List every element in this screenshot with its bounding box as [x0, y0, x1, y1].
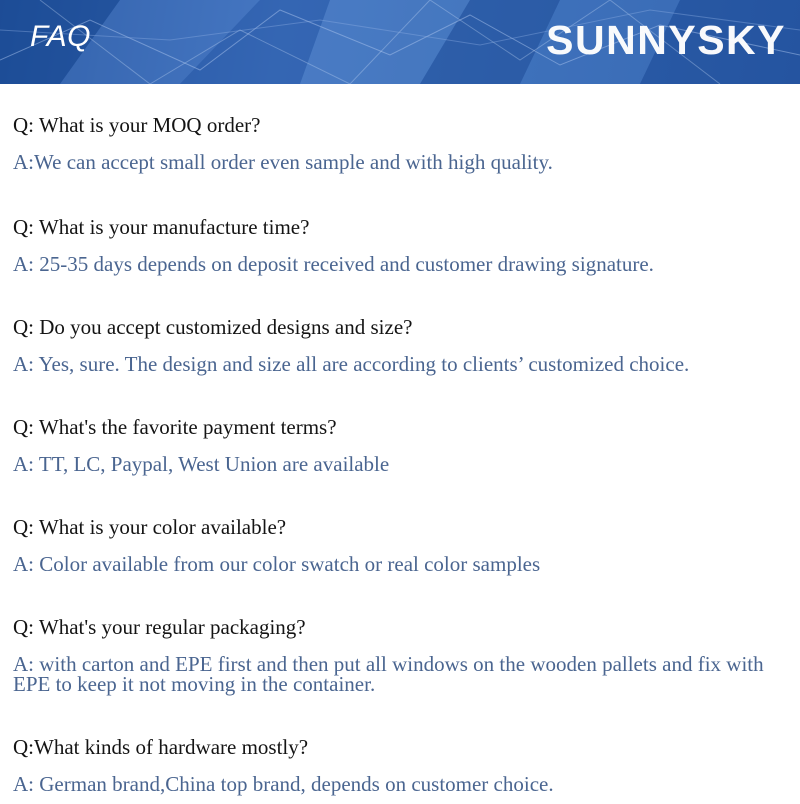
faq-question: Q: What's the favorite payment terms? — [13, 415, 337, 439]
faq-question: Q: What is your color available? — [13, 515, 287, 539]
faq-answer: A: TT, LC, Paypal, West Union are available — [13, 452, 390, 476]
brand-logo: SUNNYSKY — [546, 17, 786, 63]
faq-question: Q: What's your regular packaging? — [13, 615, 306, 639]
faq-answer: A: Color available from our color swatch or real color samples — [13, 552, 541, 576]
faq-question: Q: Do you accept customized designs and size? — [13, 315, 413, 339]
faq-answer: A: German brand,China top brand, depends on customer choice. — [13, 772, 554, 796]
faq-answer: A: Yes, sure. The design and size all are according to clients’ customized choice. — [13, 352, 690, 376]
faq-item — [13, 214, 788, 274]
faq-item — [13, 112, 788, 172]
faq-question: Q:What kinds of hardware mostly? — [13, 735, 309, 759]
faq-question: Q: What is your MOQ order? — [13, 113, 261, 137]
faq-answer: A: 25-35 days depends on deposit received and customer drawing signature. — [13, 252, 654, 276]
faq-answer: A: with carton and EPE first and then put all windows on the wooden pallets and fix with EPE to keep it not moving in the container. — [13, 652, 764, 696]
faq-item — [13, 414, 788, 474]
faq-item — [13, 614, 788, 694]
faq-item — [13, 734, 788, 794]
page-title: FAQ — [30, 20, 91, 53]
faq-answer: A:We can accept small order even sample and with high quality. — [13, 150, 553, 174]
faq-banner — [0, 0, 800, 84]
faq-item — [13, 314, 788, 374]
faq-item — [13, 514, 788, 574]
faq-question: Q: What is your manufacture time? — [13, 215, 310, 239]
